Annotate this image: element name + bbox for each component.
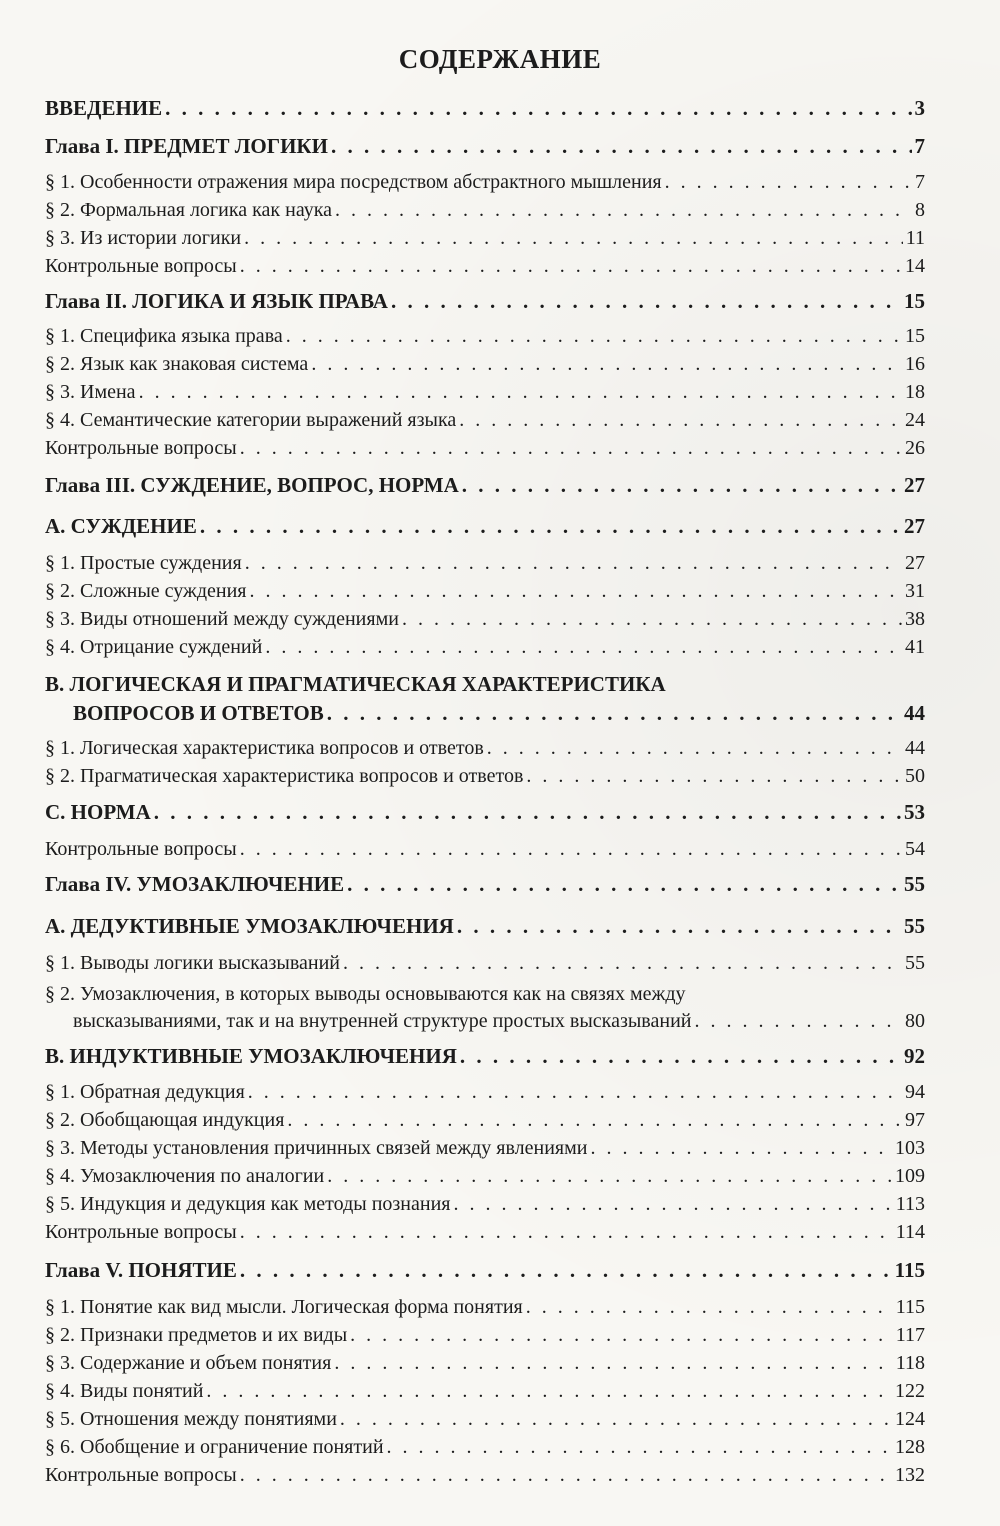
toc-entry-page: 109 xyxy=(895,1165,925,1187)
toc-entry[interactable] xyxy=(45,952,925,975)
toc-entry[interactable] xyxy=(45,353,925,376)
toc-entry-label: В. ИНДУКТИВНЫЕ УМОЗАКЛЮЧЕНИЯ xyxy=(45,1044,457,1068)
toc-entry-page: 7 xyxy=(914,134,925,158)
toc-entry-page: 24 xyxy=(905,409,925,431)
toc-entry[interactable] xyxy=(73,1010,925,1033)
toc-entry-page: 3 xyxy=(914,96,925,120)
toc-entry-label: С. НОРМА xyxy=(45,800,151,824)
toc-entry-label: § 2. Язык как знаковая система xyxy=(45,353,309,375)
toc-entry-page: 113 xyxy=(895,1193,925,1215)
toc-entry-label: § 1. Логическая характеристика вопросов и ответов xyxy=(45,737,484,759)
toc-entry-page: 114 xyxy=(895,1221,925,1243)
toc-entry[interactable] xyxy=(45,96,925,121)
toc-entry-page: 117 xyxy=(895,1324,925,1346)
toc-entry[interactable] xyxy=(45,227,925,250)
toc-entry-page: 44 xyxy=(905,737,925,759)
toc-entry-page: 97 xyxy=(905,1109,925,1131)
toc-entry-label: § 2. Прагматическая характеристика вопросов и ответов xyxy=(45,765,524,787)
toc-entry-page: 55 xyxy=(904,872,925,896)
toc-entry-page: 55 xyxy=(905,952,925,974)
toc-entry-label: § 1. Обратная дедукция xyxy=(45,1081,245,1103)
toc-entry[interactable] xyxy=(45,1296,925,1319)
toc-entry-page: 118 xyxy=(895,1352,925,1374)
toc-entry-page: 124 xyxy=(895,1408,925,1430)
toc-entry[interactable] xyxy=(45,580,925,603)
toc-entry[interactable] xyxy=(45,737,925,760)
toc-entry-label: § 5. Отношения между понятиями xyxy=(45,1408,337,1430)
toc-entry-label: § 4. Виды понятий xyxy=(45,1380,204,1402)
toc-entry-label: § 6. Обобщение и ограничение понятий xyxy=(45,1436,384,1458)
toc-entry[interactable] xyxy=(45,171,925,194)
toc-entry-label: § 3. Методы установления причинных связей между явлениями xyxy=(45,1137,588,1159)
toc-entry-page: 115 xyxy=(894,1258,925,1282)
toc-entry-label-line1: В. ЛОГИЧЕСКАЯ И ПРАГМАТИЧЕСКАЯ ХАРАКТЕРИСТИКА xyxy=(45,672,666,696)
toc-entry-label: Контрольные вопросы xyxy=(45,1221,237,1243)
toc-entry-label: Глава II. ЛОГИКА И ЯЗЫК ПРАВА xyxy=(45,289,388,313)
toc-entry-page: 132 xyxy=(895,1464,925,1486)
toc-entry[interactable] xyxy=(45,514,925,539)
toc-entry-page: 27 xyxy=(904,514,925,538)
toc-entry[interactable] xyxy=(45,1436,925,1459)
toc-entry[interactable] xyxy=(45,1165,925,1188)
toc-entry-label: § 4. Умозаключения по аналогии xyxy=(45,1165,325,1187)
toc-entry-page: 128 xyxy=(895,1436,925,1458)
toc-entry-page: 44 xyxy=(904,701,925,725)
toc-entry-label: § 5. Индукция и дедукция как методы познания xyxy=(45,1193,451,1215)
toc-entry-label: § 1. Особенности отражения мира посредством абстрактного мышления xyxy=(45,171,662,193)
toc-entry-page: 15 xyxy=(904,289,925,313)
toc-entry-label: § 1. Специфика языка права xyxy=(45,325,283,347)
toc-entry-label: § 1. Понятие как вид мысли. Логическая форма понятия xyxy=(45,1296,523,1318)
toc-entry-label: § 3. Содержание и объем понятия xyxy=(45,1352,332,1374)
toc-entry[interactable] xyxy=(45,1352,925,1375)
toc-entry-page: 80 xyxy=(905,1010,925,1032)
toc-entry-page: 15 xyxy=(905,325,925,347)
toc-entry[interactable] xyxy=(45,1137,925,1160)
toc-entry-label: Контрольные вопросы xyxy=(45,255,237,277)
page-title: СОДЕРЖАНИЕ xyxy=(398,44,602,74)
toc-entry[interactable] xyxy=(45,473,925,498)
toc-entry-page: 92 xyxy=(904,1044,925,1068)
toc-entry[interactable] xyxy=(45,1464,925,1487)
toc-entry[interactable] xyxy=(45,872,925,897)
toc-entry[interactable] xyxy=(45,1044,925,1069)
toc-entry-label: Контрольные вопросы xyxy=(45,1464,237,1486)
toc-entry-label: Глава V. ПОНЯТИЕ xyxy=(45,1258,237,1282)
toc-entry[interactable] xyxy=(45,255,925,278)
toc-entry-page: 31 xyxy=(905,580,925,602)
toc-entry-page: 55 xyxy=(904,914,925,938)
toc-entry[interactable] xyxy=(45,381,925,404)
toc-entry-label: А. СУЖДЕНИЕ xyxy=(45,514,197,538)
toc-entry-page: 53 xyxy=(904,800,925,824)
toc-entry-page: 115 xyxy=(895,1296,925,1318)
toc-entry-label: ВВЕДЕНИЕ xyxy=(45,96,163,120)
toc-entry-label: § 2. Формальная логика как наука xyxy=(45,199,332,221)
toc-entry-label: Контрольные вопросы xyxy=(45,437,237,459)
toc-entry-label: § 3. Имена xyxy=(45,381,136,403)
toc-entry-label: Глава III. СУЖДЕНИЕ, ВОПРОС, НОРМА xyxy=(45,473,459,497)
toc-entry[interactable] xyxy=(45,409,925,432)
toc-entry[interactable] xyxy=(45,1258,925,1283)
toc-entry[interactable] xyxy=(45,289,925,314)
toc-entry-label: § 2. Признаки предметов и их виды xyxy=(45,1324,348,1346)
toc-entry-page: 50 xyxy=(905,765,925,787)
toc-entry[interactable] xyxy=(45,636,925,659)
toc-entry[interactable] xyxy=(45,437,925,460)
toc-entry[interactable] xyxy=(45,608,925,631)
toc-entry[interactable] xyxy=(45,1380,925,1403)
toc-entry-label: § 1. Выводы логики высказываний xyxy=(45,952,340,974)
toc-entry[interactable] xyxy=(45,800,925,825)
toc-entry-label: Контрольные вопросы xyxy=(45,838,237,860)
toc-entry[interactable] xyxy=(45,134,925,159)
toc-entry-page: 41 xyxy=(905,636,925,658)
toc-entry-label: А. ДЕДУКТИВНЫЕ УМОЗАКЛЮЧЕНИЯ xyxy=(45,914,454,938)
toc-entry[interactable] xyxy=(45,765,925,788)
toc-entry-label: § 1. Простые суждения xyxy=(45,552,242,574)
toc-entry-page: 8 xyxy=(915,199,925,221)
toc-entry-label: высказываниями, так и на внутренней структуре простых высказываний xyxy=(73,1010,692,1032)
toc-entry-label: § 3. Из истории логики xyxy=(45,227,242,249)
toc-entry[interactable] xyxy=(45,1081,925,1104)
toc-entry-label: ВОПРОСОВ И ОТВЕТОВ xyxy=(73,701,324,725)
toc-entry[interactable] xyxy=(45,1221,925,1244)
toc-entry-label: § 2. Сложные суждения xyxy=(45,580,247,602)
toc-entry-page: 27 xyxy=(904,473,925,497)
toc-entry[interactable] xyxy=(45,199,925,222)
toc-entry-page: 16 xyxy=(905,353,925,375)
toc-entry-page: 14 xyxy=(905,255,925,277)
toc-entry-page: 103 xyxy=(895,1137,925,1159)
toc-entry[interactable] xyxy=(45,838,925,861)
toc-entry-page: 94 xyxy=(905,1081,925,1103)
toc-entry-label-line1: § 2. Умозаключения, в которых выводы основываются как на связях между xyxy=(45,983,686,1005)
toc-entry-page: 27 xyxy=(905,552,925,574)
toc-entry[interactable] xyxy=(45,1109,925,1132)
toc-entry-label: § 4. Семантические категории выражений языка xyxy=(45,409,457,431)
toc-entry-page: 122 xyxy=(895,1380,925,1402)
toc-entry[interactable] xyxy=(73,701,925,726)
toc-entry-page: 11 xyxy=(905,227,925,249)
toc-entry-label: Глава IV. УМОЗАКЛЮЧЕНИЕ xyxy=(45,872,345,896)
toc-entry[interactable] xyxy=(45,1324,925,1347)
toc-entry-page: 54 xyxy=(905,838,925,860)
toc-entry-page: 18 xyxy=(905,381,925,403)
toc-entry-label: § 2. Обобщающая индукция xyxy=(45,1109,285,1131)
toc-entry-label: Глава I. ПРЕДМЕТ ЛОГИКИ xyxy=(45,134,328,158)
toc-entry-label: § 4. Отрицание суждений xyxy=(45,636,263,658)
toc-entry[interactable] xyxy=(45,1193,925,1216)
toc-entry[interactable] xyxy=(45,325,925,348)
toc-entry-page: 7 xyxy=(915,171,925,193)
toc-entry[interactable] xyxy=(45,914,925,939)
toc-entry-page: 26 xyxy=(905,437,925,459)
toc-entry[interactable] xyxy=(45,1408,925,1431)
toc-entry-page: 38 xyxy=(905,608,925,630)
toc-entry[interactable] xyxy=(45,552,925,575)
toc-entry-label: § 3. Виды отношений между суждениями xyxy=(45,608,399,630)
